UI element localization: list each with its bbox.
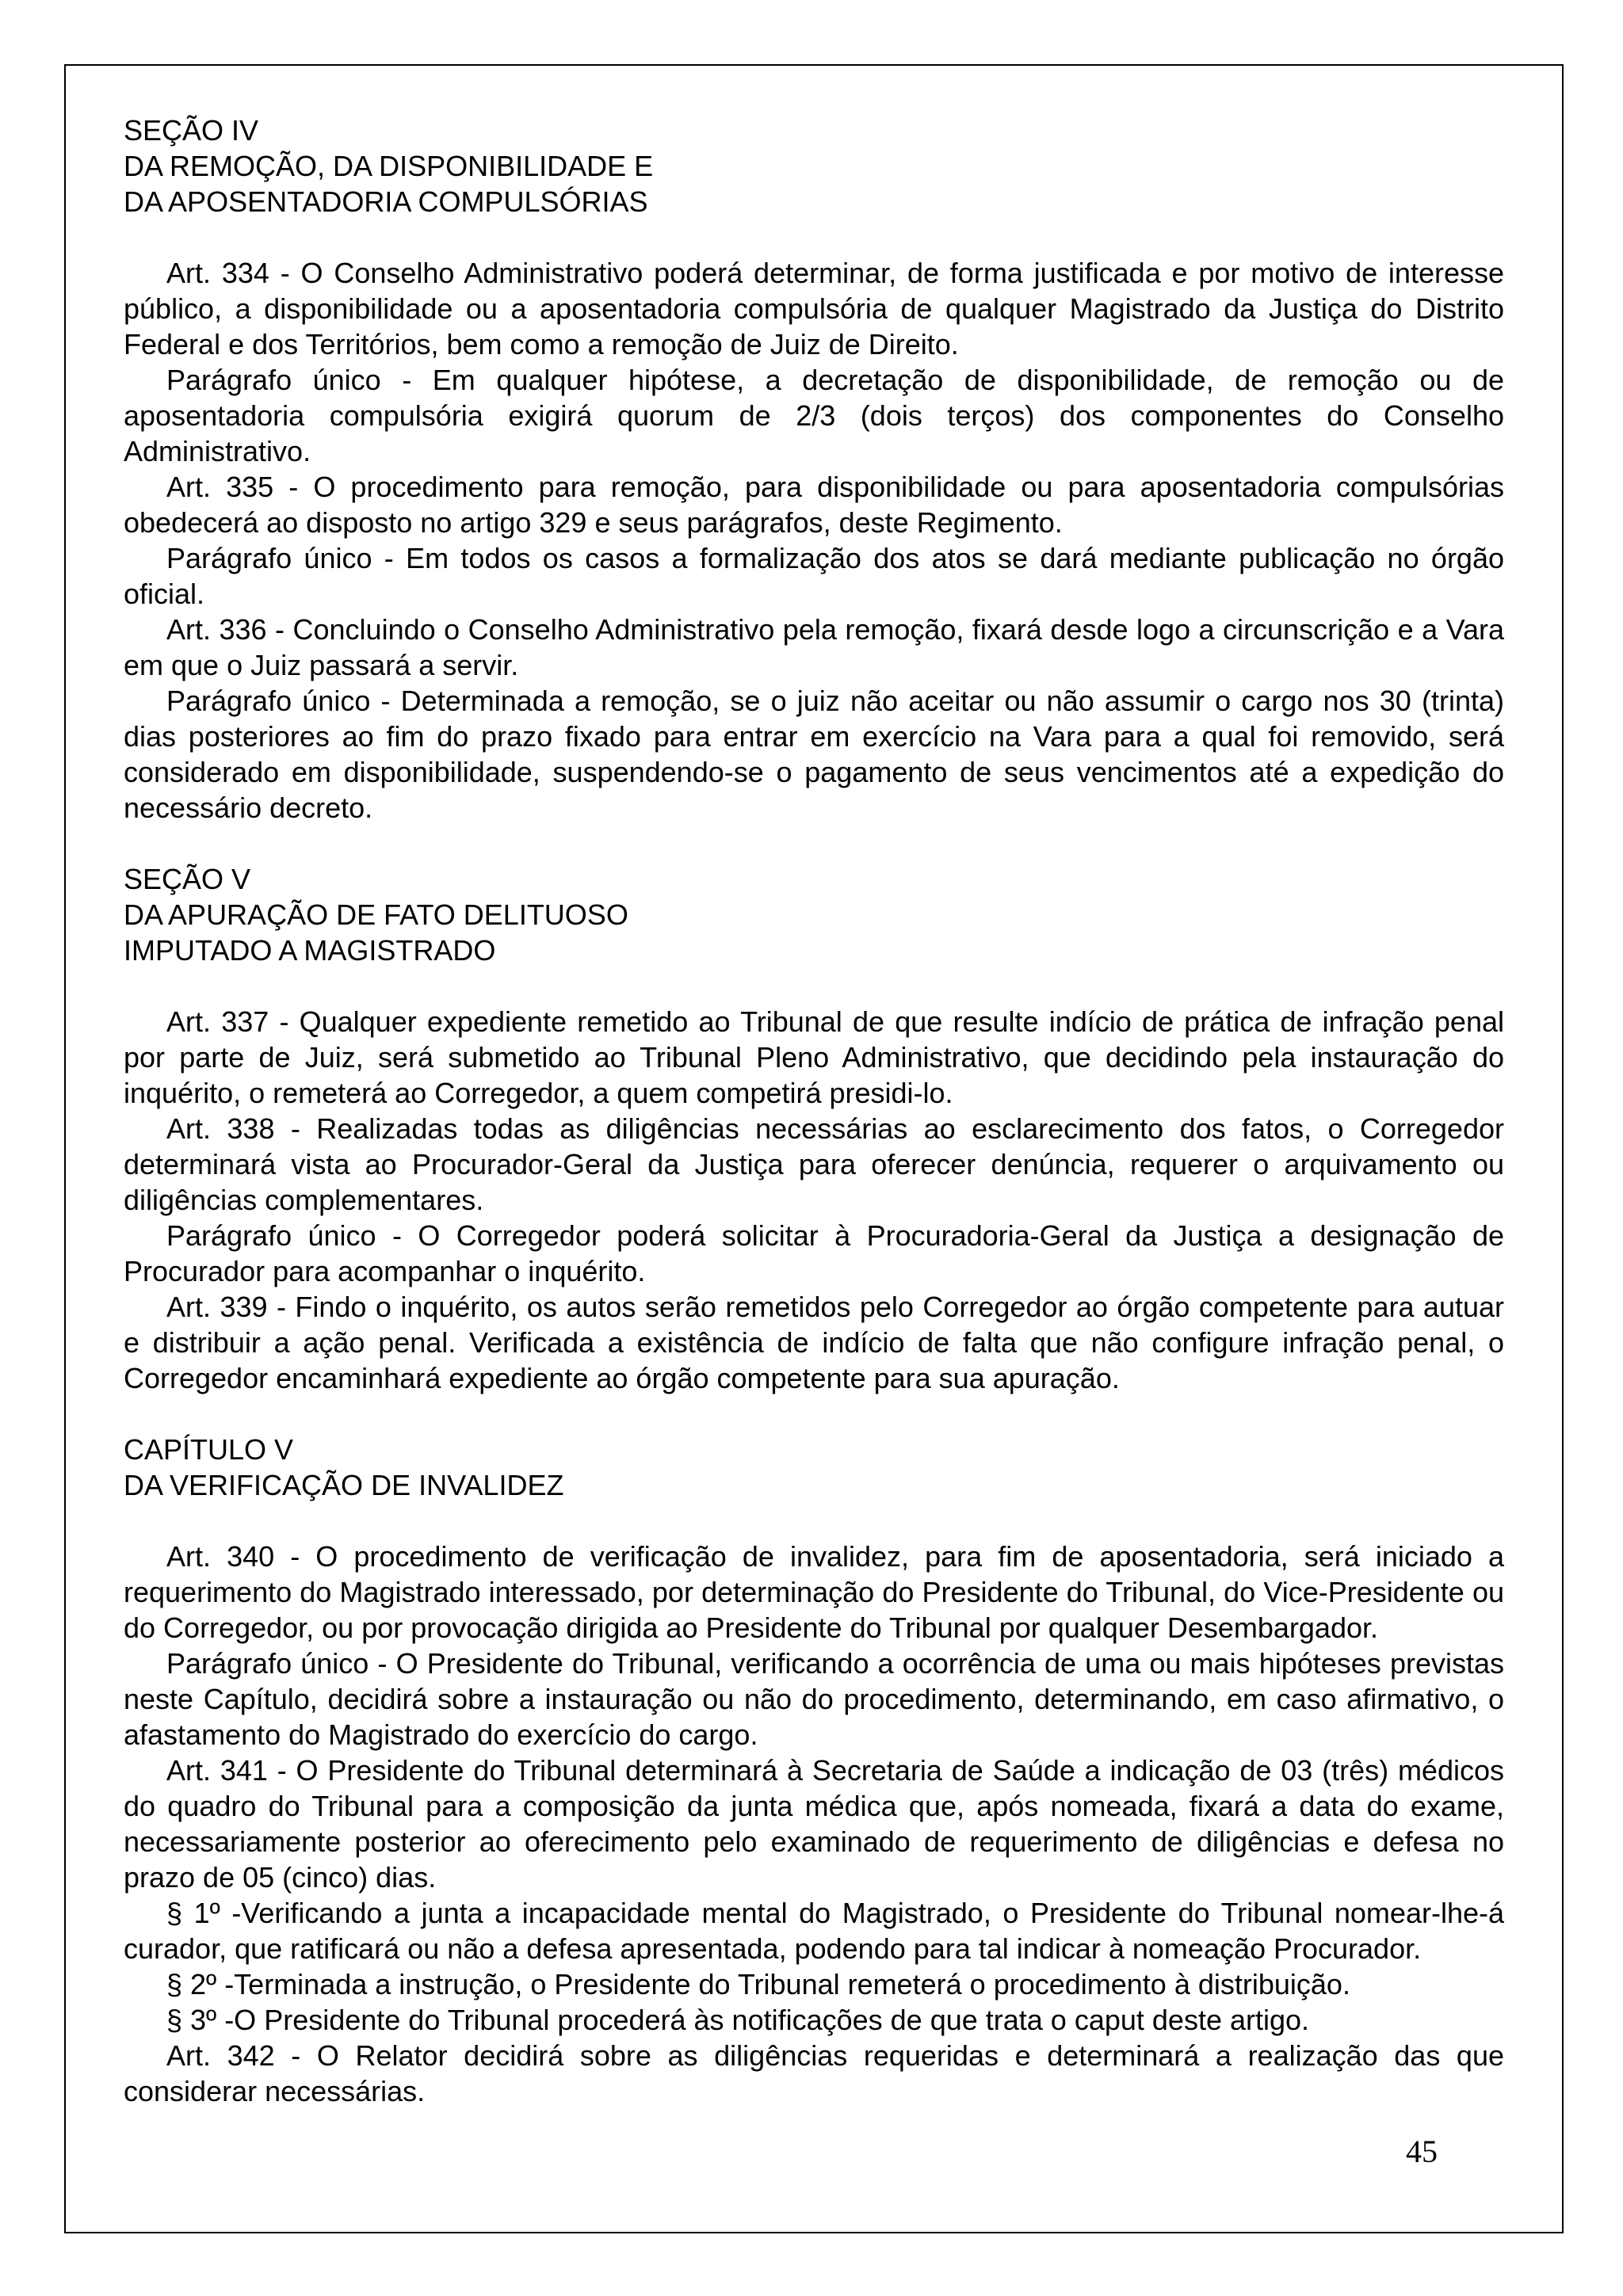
document-body (124, 113, 1504, 2145)
section-subtitle: DA APOSENTADORIA COMPULSÓRIAS (124, 185, 648, 218)
paragraph: Art. 342 - O Relator decidirá sobre as diligências requeridas e determinará a realização das que considerar necessárias. (124, 2039, 1504, 2107)
chapter-heading (124, 1432, 1504, 1503)
section-subtitle: DA REMOÇÃO, DA DISPONIBILIDADE E (124, 150, 654, 182)
section-5 (124, 861, 1504, 1396)
paragraph: § 3º -O Presidente do Tribunal procederá às notificações de que trata o caput deste artigo. (166, 2004, 1310, 2036)
paragraph: § 1º -Verificando a junta a incapacidade mental do Magistrado, o Presidente do Tribunal nomear-lhe-á curador, que ratificará ou não a defesa apresentada, podendo para tal indicar à nomeação Procurador. (124, 1897, 1504, 1965)
section-heading (124, 861, 1504, 968)
chapter-title: CAPÍTULO V (124, 1433, 294, 1466)
chapter-subtitle: DA VERIFICAÇÃO DE INVALIDEZ (124, 1469, 564, 1501)
section-heading (124, 113, 1504, 219)
paragraph: Parágrafo único - Em todos os casos a formalização dos atos se dará mediante publicação no órgão oficial. (124, 542, 1504, 610)
paragraph: Art. 339 - Findo o inquérito, os autos serão remetidos pelo Corregedor ao órgão competente para autuar e distribuir a ação penal. Verificada a existência de indício de falta que não configure infração penal, o Corregedor encaminhará expediente ao órgão competente para sua apuração. (124, 1291, 1504, 1394)
paragraph: Art. 336 - Concluindo o Conselho Administrativo pela remoção, fixará desde logo a circunscrição e a Vara em que o Juiz passará a servir. (124, 613, 1504, 681)
section-title: SEÇÃO V (124, 863, 251, 895)
paragraph: Art. 338 - Realizadas todas as diligências necessárias ao esclarecimento dos fatos, o Corregedor determinará vista ao Procurador-Geral da Justiça para oferecer denúncia, requerer o arquivamento ou diligências complementares. (124, 1112, 1504, 1216)
section-subtitle: IMPUTADO A MAGISTRADO (124, 934, 496, 967)
section-subtitle: DA APURAÇÃO DE FATO DELITUOSO (124, 898, 628, 931)
paragraph: Art. 334 - O Conselho Administrativo poderá determinar, de forma justificada e por motivo de interesse público, a disponibilidade ou a aposentadoria compulsória de qualquer Magistrado da Justiça do Distrito Federal e dos Territórios, bem como a remoção de Juiz de Direito. (124, 257, 1504, 360)
section-title: SEÇÃO IV (124, 114, 259, 147)
paragraph: Parágrafo único - O Corregedor poderá solicitar à Procuradoria-Geral da Justiça a designação de Procurador para acompanhar o inquérito. (124, 1219, 1504, 1287)
paragraph: § 2º -Terminada a instrução, o Presidente do Tribunal remeterá o procedimento à distribuição. (166, 1968, 1350, 2000)
paragraph: Parágrafo único - Em qualquer hipótese, a decretação de disponibilidade, de remoção ou de aposentadoria compulsória exigirá quorum de 2/3 (dois terços) dos componentes do Conselho Administrativo. (124, 364, 1504, 467)
chapter-5 (124, 1432, 1504, 2109)
paragraph: Art. 337 - Qualquer expediente remetido ao Tribunal de que resulte indício de prática de infração penal por parte de Juiz, será submetido ao Tribunal Pleno Administrativo, que decidindo pela instauração do inquérito, o remeterá ao Corregedor, a quem competirá presidi-lo. (124, 1005, 1504, 1109)
paragraph: Art. 335 - O procedimento para remoção, para disponibilidade ou para aposentadoria compulsórias obedecerá ao disposto no artigo 329 e seus parágrafos, deste Regimento. (124, 471, 1504, 539)
paragraph: Art. 341 - O Presidente do Tribunal determinará à Secretaria de Saúde a indicação de 03 (três) médicos do quadro do Tribunal para a composição da junta médica que, após nomeada, fixará a data do exame, necessariamente posterior ao oferecimento pelo examinado de requerimento de diligências e defesa no prazo de 05 (cinco) dias. (124, 1754, 1504, 1894)
paragraph: Parágrafo único - O Presidente do Tribunal, verificando a ocorrência de uma ou mais hipóteses previstas neste Capítulo, decidirá sobre a instauração ou não do procedimento, determinando, em caso afirmativo, o afastamento do Magistrado do exercício do cargo. (124, 1647, 1504, 1751)
paragraph: Art. 340 - O procedimento de verificação de invalidez, para fim de aposentadoria, será iniciado a requerimento do Magistrado interessado, por determinação do Presidente do Tribunal, do Vice-Presidente ou do Corregedor, ou por provocação dirigida ao Presidente do Tribunal por qualquer Desembargador. (124, 1540, 1504, 1644)
page-number: 45 (1406, 2134, 1438, 2169)
section-4 (124, 113, 1504, 826)
paragraph: Parágrafo único - Determinada a remoção, se o juiz não aceitar ou não assumir o cargo nos 30 (trinta) dias posteriores ao fim do prazo fixado para entrar em exercício na Vara para a qual foi removido, será considerado em disponibilidade, suspendendo-se o pagamento de seus vencimentos até a expedição do necessário decreto. (124, 685, 1504, 824)
